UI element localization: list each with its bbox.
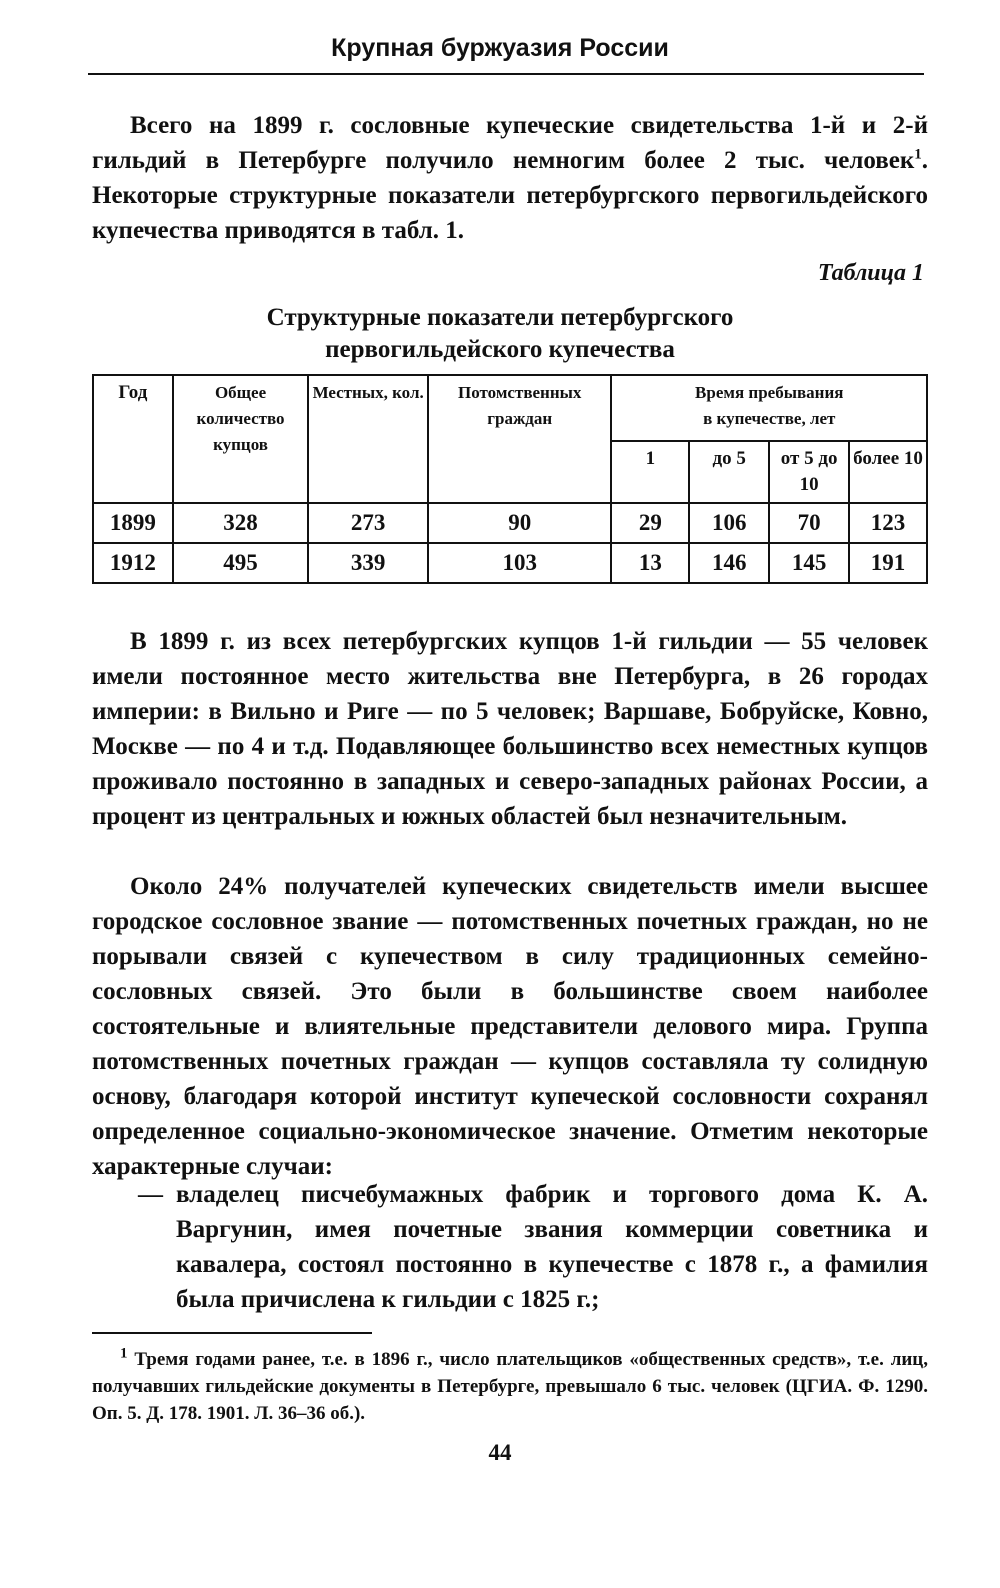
list-item-text: владелец писчебумажных фабрик и торгового дома К. А. Варгунин, имея почетные звания коммерции советника и кавалера, состоял постоянно в купечестве с 1878 г., а фамилия была причислена к гильдии с 1825 г.; <box>176 1181 928 1313</box>
list-item <box>92 1177 928 1317</box>
cell-duration-4: 191 <box>849 543 927 583</box>
cell-duration-2: 146 <box>689 543 769 583</box>
page-number: 44 <box>488 1440 512 1465</box>
cell-duration-1: 29 <box>611 503 689 543</box>
table-header-row <box>93 375 927 441</box>
header-local: Местных, кол. <box>308 375 428 503</box>
cell-duration-3: 145 <box>769 543 849 583</box>
header-year: Год <box>93 375 173 503</box>
cell-local: 273 <box>308 503 428 543</box>
cell-total: 495 <box>173 543 309 583</box>
table-label: Таблица 1 <box>817 260 924 286</box>
header-hereditary: Потомственных граждан <box>428 375 612 503</box>
cell-local: 339 <box>308 543 428 583</box>
cell-duration-4: 123 <box>849 503 927 543</box>
running-title: Крупная буржуазия России <box>331 34 669 62</box>
table-row <box>93 503 927 543</box>
header-duration-4: более 10 <box>849 441 927 503</box>
header-duration-2: до 5 <box>689 441 769 503</box>
paragraph-1-text: Всего на 1899 г. сословные купеческие свидетельства 1-й и 2-й гильдий в Петербурге получило немногим более 2 тыс. человек <box>92 112 928 174</box>
header-duration-1: 1 <box>611 441 689 503</box>
cell-duration-3: 70 <box>769 503 849 543</box>
footnote-reference: 1 <box>914 146 922 163</box>
cell-duration-1: 13 <box>611 543 689 583</box>
paragraph-2: В 1899 г. из всех петербургских купцов 1-й гильдии — 55 человек имели постоянное место жительства вне Петербурга, в 26 городах империи: в Вильно и Риге — по 5 человек; Варшаве, Бобруйске, Ковно, Москве — по 4 и т.д. Подавляющее большинство всех неместных купцов проживало постоянно в западных и северо-западных районах России, а процент из центральных и южных областей был незначительным. <box>92 628 928 830</box>
footnote <box>92 1346 928 1427</box>
list-dash: — <box>138 1181 163 1208</box>
cell-total: 328 <box>173 503 309 543</box>
cell-duration-2: 106 <box>689 503 769 543</box>
header-duration-3: от 5 до 10 <box>769 441 849 503</box>
cell-year: 1912 <box>93 543 173 583</box>
table-title <box>0 302 1000 366</box>
header-duration-group: Время пребывания в купечестве, лет <box>611 375 927 441</box>
data-table <box>92 374 928 584</box>
footnote-text: Тремя годами ранее, т.е. в 1896 г., число плательщиков «общественных средств», т.е. лиц, получавших гильдейские документы в Петербурге, превышало 6 тыс. человек (ЦГИА. Ф. 1290. Оп. 5. Д. 178. 1901. Л. 36–36 об.). <box>92 1349 928 1424</box>
table-row <box>93 543 927 583</box>
paragraph-3: Около 24% получателей купеческих свидетельств имели высшее городское сословное звание — потомственных почетных граждан, но не порывали связей с купечеством в силу традиционных семейно-сословных связей. Это были в большинстве своем наиболее состоятельные и влиятельные представители делового мира. Группа потомственных почетных граждан — купцов составляла ту солидную основу, благодаря которой институт купеческой сословности сохранял определенное социально-экономическое значение. Отметим некоторые характерные случаи: <box>92 873 928 1180</box>
footnote-mark: 1 <box>120 1345 128 1362</box>
cell-hereditary: 90 <box>428 503 612 543</box>
table-title-line-1: Структурные показатели петербургского <box>266 304 734 331</box>
paragraph-1 <box>92 108 928 248</box>
header-total: Общее количество купцов <box>173 375 309 503</box>
header-rule <box>88 73 924 75</box>
cell-year: 1899 <box>93 503 173 543</box>
paragraph-1-text-after: . Некоторые структурные показатели петербургского первогильдейского купечества приводятся в табл. 1. <box>92 147 928 244</box>
table-title-line-2: первогильдейского купечества <box>325 336 675 363</box>
cell-hereditary: 103 <box>428 543 612 583</box>
footnote-rule <box>92 1332 372 1334</box>
